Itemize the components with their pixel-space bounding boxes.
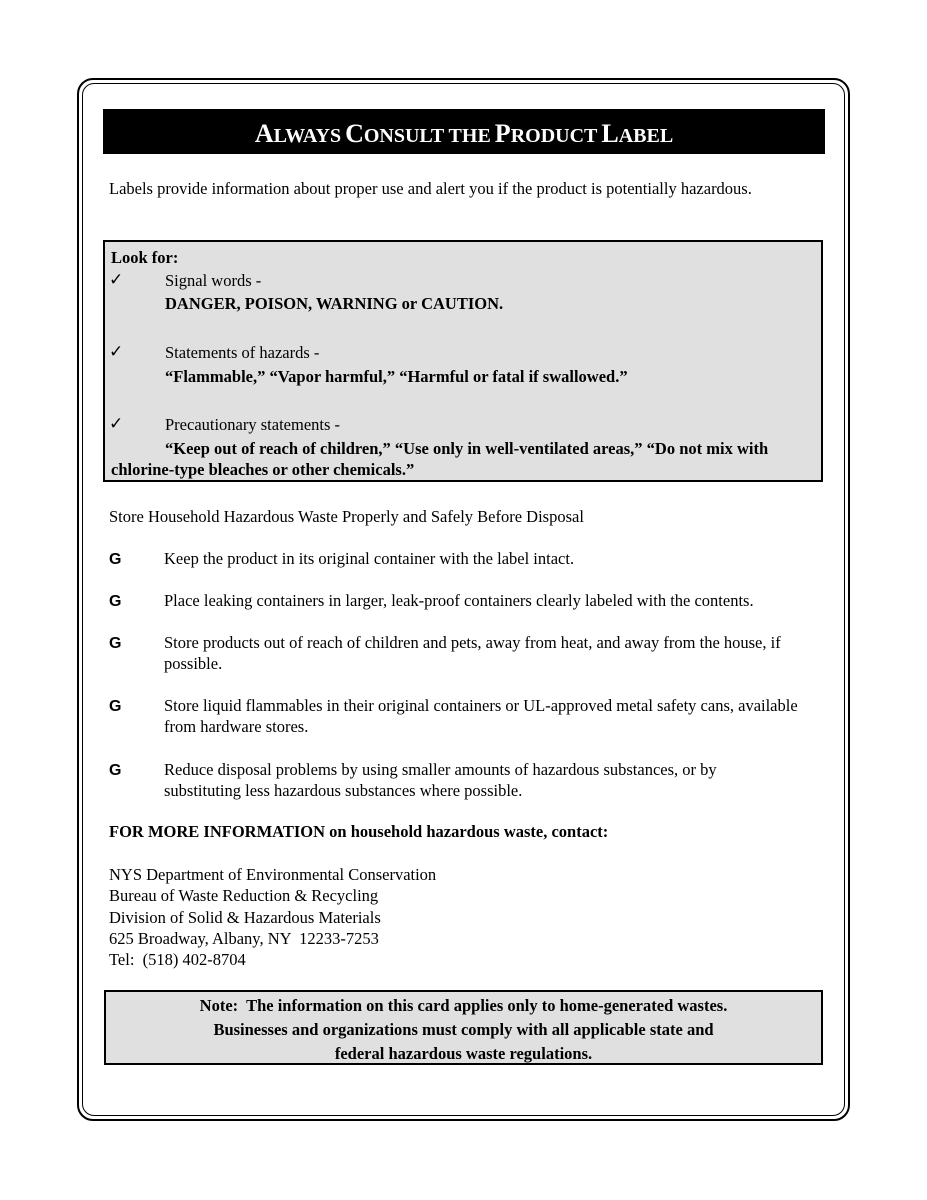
title-cap-1: A: [254, 119, 274, 148]
checkmark-icon: ✓: [109, 270, 124, 290]
bullet-icon: G: [109, 762, 122, 779]
checkmark-icon: ✓: [109, 414, 124, 434]
list-item: Store products out of reach of children and pets, away from heat, and away from the house, if possible.: [164, 633, 781, 673]
page-title-text: [103, 109, 825, 162]
title-cap-3: P: [494, 119, 511, 148]
bullet-icon: G: [109, 593, 122, 610]
title-cap-4: L: [601, 119, 619, 148]
address-line: NYS Department of Environmental Conservation: [109, 865, 437, 884]
note-line: federal hazardous waste regulations.: [334, 1044, 593, 1063]
list-item: Place leaking containers in larger, leak-proof containers clearly labeled with the contents.: [164, 591, 754, 610]
store-heading: Store Household Hazardous Waste Properly and Safely Before Disposal: [109, 507, 584, 526]
title-rest-3: RODUCT: [510, 125, 598, 147]
list-item: Store liquid flammables in their original containers or UL-approved metal safety cans, available from hardware stores.: [164, 696, 798, 736]
look-for-item-label: Signal words -: [165, 271, 262, 290]
more-info-heading: FOR MORE INFORMATION on household hazardous waste, contact:: [109, 822, 609, 841]
address-line: Tel: (518) 402-8704: [109, 950, 246, 970]
look-for-item-label: Statements of hazards -: [165, 343, 320, 362]
checkmark-icon: ✓: [109, 342, 124, 362]
list-item: Reduce disposal problems by using smaller amounts of hazardous substances, or by substituting less hazardous substances where possible.: [164, 760, 717, 800]
address-line: Bureau of Waste Reduction & Recycling: [109, 886, 379, 906]
title-rest-1: LWAYS: [273, 125, 342, 147]
look-for-item-detail: “Flammable,” “Vapor harmful,” “Harmful or fatal if swallowed.”: [165, 367, 628, 386]
title-cap-2: C: [345, 119, 364, 148]
note-line: Note: The information on this card applies only to home-generated wastes.: [199, 996, 728, 1015]
address-line: Division of Solid & Hazardous Materials: [109, 907, 381, 927]
bullet-icon: G: [109, 551, 122, 568]
title-rest-4: ABEL: [618, 125, 674, 147]
note-line: Businesses and organizations must comply with all applicable state and: [213, 1020, 714, 1039]
look-for-item-detail: DANGER, POISON, WARNING or CAUTION.: [165, 294, 504, 313]
bullet-icon: G: [109, 698, 122, 715]
page-title: [103, 109, 825, 154]
bullet-icon: G: [109, 635, 122, 652]
intro-paragraph: Labels provide information about proper use and alert you if the product is potentially hazardous.: [109, 179, 752, 198]
note-box: [104, 990, 823, 1065]
title-rest-2: ONSULT THE: [363, 125, 491, 147]
look-for-box: [103, 240, 823, 482]
list-item: Keep the product in its original container with the label intact.: [164, 549, 575, 568]
contact-address: [109, 864, 609, 970]
look-for-heading: Look for:: [111, 248, 179, 267]
look-for-item-detail: “Keep out of reach of children,” “Use only in well-ventilated areas,” “Do not mix with chlorine-type bleaches or other chemicals.”: [111, 439, 769, 479]
address-line: 625 Broadway, Albany, NY 12233-7253: [109, 928, 379, 948]
look-for-item-label: Precautionary statements -: [165, 415, 341, 434]
